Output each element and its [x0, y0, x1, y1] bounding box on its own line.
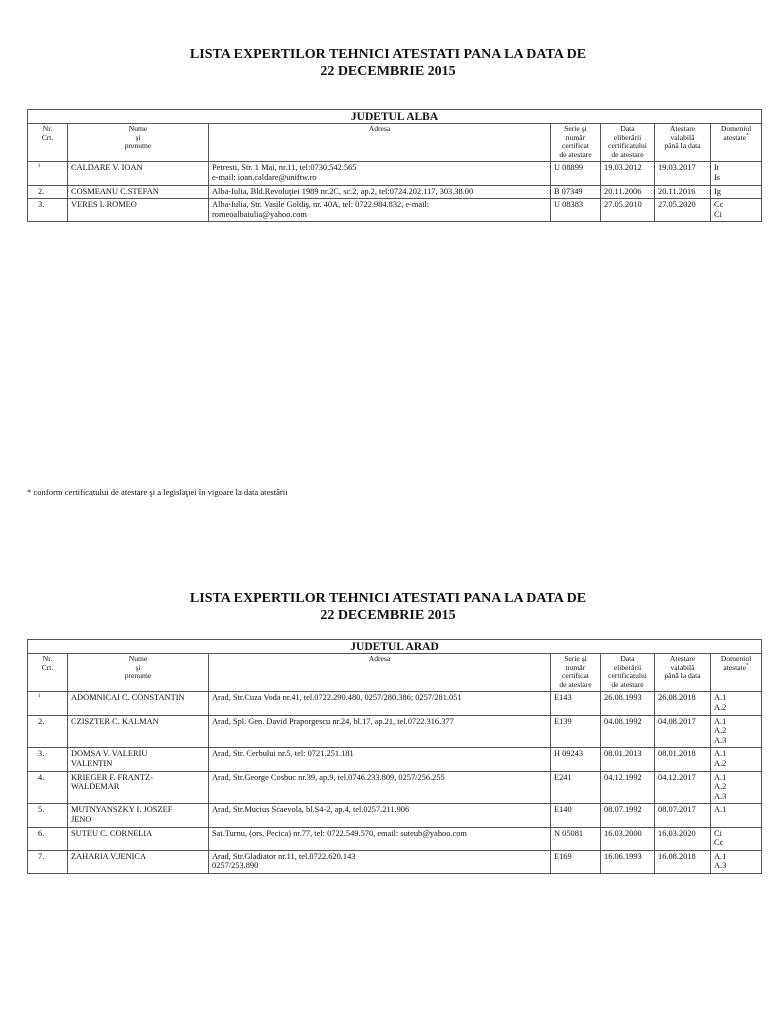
cell-serie: E143: [551, 692, 601, 715]
cell-line: Arad, Str.Mucius Scaevola, bl.S4-2, ap.4, tel.0257.211.906: [212, 805, 410, 815]
cell-line: Cc: [714, 838, 724, 848]
cell-serie: E169: [551, 850, 601, 873]
cell-line: Cc: [714, 200, 724, 210]
row-number: 6.: [28, 827, 68, 850]
cell-line: VALENTIN: [71, 758, 113, 768]
cell-line: Arad, Spl. Gen. David Praporgescu nr.24, bl.17, ap.21, tel.0722.316.377: [212, 716, 454, 726]
cell-valabila: 20.11.2016: [655, 185, 711, 199]
cell-serie: N 05081: [551, 827, 601, 850]
column-header-nume: [68, 654, 209, 692]
row-number: 1: [28, 162, 68, 185]
cell-valabila: 26.08.2018: [655, 692, 711, 715]
cell-line: de atestare: [611, 149, 644, 159]
cell-line: de atestare: [559, 679, 592, 689]
footnote-marker: *: [746, 663, 749, 669]
expert-address: [209, 804, 551, 827]
cell-line: Atestare: [669, 654, 696, 663]
cell-serie: E140: [551, 804, 601, 827]
cell-line: Data: [620, 124, 635, 133]
expert-name: [68, 771, 209, 804]
cell-line: CZISZTER C. KALMAN: [71, 716, 159, 726]
cell-line: e-mail: ioan.caldare@uniftw.ro: [212, 172, 317, 182]
cell-valabila: 04.12.2017: [655, 771, 711, 804]
expert-address: [209, 715, 551, 748]
column-header-nr: [28, 124, 68, 162]
cell-line: şi: [135, 662, 141, 672]
column-header-nr: [28, 654, 68, 692]
cell-valabila: 27.05.2020: [655, 199, 711, 222]
title-line-2: 22 DECEMBRIE 2015: [320, 64, 456, 79]
row-number: 2.: [28, 715, 68, 748]
cell-serie: E139: [551, 715, 601, 748]
cell-line: romeoalbaiulia@yahoo.com: [212, 209, 307, 219]
column-header-valabila: [655, 124, 711, 162]
cell-line: Crt.: [41, 662, 54, 672]
column-header-data: [601, 654, 655, 692]
cell-line: Ig: [714, 186, 721, 196]
table-row: [28, 771, 762, 804]
expert-name: [68, 162, 209, 185]
cell-line: certificatului: [608, 671, 647, 681]
cell-line: 0257/253.890: [212, 861, 259, 871]
cell-line: Sat.Turnu, (ors. Pecica) nr.77, tel: 0722.549.570, email: suteub@yahoo.com: [212, 828, 467, 838]
cell-line: A.3: [714, 861, 727, 871]
cell-line: Domeniul: [720, 654, 752, 663]
expert-name: [68, 692, 209, 715]
cell-valabila: 16.08.2018: [655, 850, 711, 873]
cell-line: Nr.: [42, 124, 53, 133]
row-number: 3.: [28, 748, 68, 771]
county-row: [28, 110, 762, 124]
cell-line: Atestare: [669, 124, 696, 133]
cell-serie: B 07349: [551, 185, 601, 199]
cell-line: Nume: [128, 654, 148, 663]
attested-domains: [711, 771, 762, 804]
table-row: [28, 692, 762, 715]
cell-line: Arad, Str.George Cosbuc nr.39, ap.9, tel.0746.233.809, 0257/256.255: [212, 772, 445, 782]
expert-name: [68, 185, 209, 199]
cell-line: prenume: [124, 141, 152, 151]
cell-line: Petresti, Str. 1 Mai, nr.11, tel:0730.542.565: [212, 163, 357, 173]
cell-serie: H 09243: [551, 748, 601, 771]
expert-address: [209, 771, 551, 804]
attested-domains: [711, 827, 762, 850]
cell-line: până la data: [664, 141, 701, 151]
expert-address: [209, 692, 551, 715]
table-row: [28, 827, 762, 850]
cell-line: Serie şi: [564, 654, 587, 663]
column-header-data: [601, 124, 655, 162]
cell-line: Serie şi: [564, 124, 587, 133]
attested-domains: [711, 185, 762, 199]
cell-data: 19.03.2012: [601, 162, 655, 185]
county-heading: JUDETUL ARAD: [28, 640, 762, 654]
cell-line: şi: [135, 132, 141, 142]
cell-line: certificatului: [608, 141, 647, 151]
cell-line: Nume: [128, 124, 148, 133]
attested-domains: [711, 850, 762, 873]
cell-line: A.2: [714, 726, 727, 736]
table-row: [28, 804, 762, 827]
cell-data: 26.08.1993: [601, 692, 655, 715]
cell-line: MUTNYANSZKY I. JOSZEF: [71, 805, 173, 815]
column-header-valabila: [655, 654, 711, 692]
cell-line: certificat: [562, 671, 589, 681]
cell-line: Arad, Str.Cuza Voda nr.41, tel.0722.290.480, 0257/280.386; 0257/281.051: [212, 693, 462, 703]
title-line-1: LISTA EXPERTILOR TEHNICI ATESTATI PANA LA DATA DE: [189, 47, 587, 62]
row-number: 2.: [28, 185, 68, 199]
column-header-domenii: [711, 654, 762, 692]
cell-line: A.1: [714, 749, 727, 759]
cell-line: atestate*: [723, 662, 749, 672]
cell-data: 20.11.2006: [601, 185, 655, 199]
cell-line: KRIEGER F. FRANTZ-: [71, 772, 153, 782]
cell-data: 16.06.1993: [601, 850, 655, 873]
column-header-adresa: Adresa: [209, 124, 551, 162]
row-number: 7.: [28, 850, 68, 873]
attested-domains: [711, 692, 762, 715]
cell-line: număr: [565, 132, 586, 142]
row-number: 3.: [28, 199, 68, 222]
section-title: [0, 46, 768, 80]
cell-line: A.1: [714, 772, 727, 782]
expert-address: [209, 850, 551, 873]
cell-data: 16.03.2000: [601, 827, 655, 850]
column-header-row: [28, 124, 762, 162]
row-number: 4.: [28, 771, 68, 804]
cell-data: 27.05.2010: [601, 199, 655, 222]
cell-line: A.2: [714, 702, 727, 712]
cell-line: A.1: [714, 716, 727, 726]
cell-line: SUTEU C. CORNELIA: [71, 828, 153, 838]
row-number: 1: [28, 692, 68, 715]
cell-line: WALDEMAR: [71, 782, 120, 792]
cell-line: până la data: [664, 671, 701, 681]
cell-data: 08.01.2013: [601, 748, 655, 771]
title-line-2: 22 DECEMBRIE 2015: [320, 608, 456, 623]
cell-line: ADOMNICAI C. CONSTANTIN: [71, 693, 185, 703]
table-row: [28, 748, 762, 771]
attested-domains: [711, 199, 762, 222]
attested-domains: [711, 804, 762, 827]
cell-line: CALDARE V. IOAN: [71, 163, 143, 173]
table-row: [28, 185, 762, 199]
cell-valabila: 04.08.2017: [655, 715, 711, 748]
column-header-domenii: [711, 124, 762, 162]
cell-valabila: 19.03.2017: [655, 162, 711, 185]
cell-line: DOMSA V. VALERIU: [71, 749, 148, 759]
column-header-row: [28, 654, 762, 692]
cell-line: ZAHARIA V.JENICA: [71, 851, 147, 861]
expert-name: [68, 715, 209, 748]
table-row: [28, 715, 762, 748]
expert-address: [209, 185, 551, 199]
cell-data: 04.08.1992: [601, 715, 655, 748]
cell-line: It: [714, 163, 720, 173]
expert-address: [209, 162, 551, 185]
footnote: * conform certificatului de atestare şi a legislaţiei în vigoare la data atestării: [27, 487, 288, 497]
table-row: [28, 199, 762, 222]
cell-line: valabilă: [670, 132, 695, 142]
cell-serie: U 08899: [551, 162, 601, 185]
cell-data: 04.12.1992: [601, 771, 655, 804]
cell-line: Is: [714, 172, 721, 182]
cell-line: A.2: [714, 758, 727, 768]
cell-line: Arad, Str. Cerbului nr.5, tel: 0721.251.181: [212, 749, 354, 759]
cell-line: VERES I. ROMEO: [71, 200, 137, 210]
cell-line: Arad, Str.Gladiator nr.11, tel.0722.620.143: [212, 851, 356, 861]
row-number: 5.: [28, 804, 68, 827]
cell-line: Ci: [714, 209, 722, 219]
footnote-marker: *: [746, 133, 749, 139]
county-heading: JUDETUL ALBA: [28, 110, 762, 124]
cell-line: Data: [620, 654, 635, 663]
column-header-nume: [68, 124, 209, 162]
expert-name: [68, 804, 209, 827]
column-header-serie: [551, 654, 601, 692]
expert-address: [209, 827, 551, 850]
table-row: [28, 162, 762, 185]
cell-valabila: 16.03.2020: [655, 827, 711, 850]
attested-domains: [711, 748, 762, 771]
cell-line: Alba-Iulia, Bld.Revoluţiei 1989 nr.2C, sc.2, ap.2, tel:0724.202.117, 303.38.00: [212, 186, 474, 196]
expert-address: [209, 199, 551, 222]
cell-line: certificat: [562, 141, 589, 151]
column-header-serie: [551, 124, 601, 162]
table-row: [28, 850, 762, 873]
experts-table-arad: [27, 639, 762, 874]
cell-line: valabilă: [670, 662, 695, 672]
section-title: [0, 590, 768, 624]
cell-line: eliberării: [613, 662, 642, 672]
cell-line: Domeniul: [720, 124, 752, 133]
cell-line: A.1: [714, 805, 727, 815]
cell-line: A.2: [714, 782, 727, 792]
cell-line: Ci: [714, 828, 722, 838]
cell-data: 08.07.1992: [601, 804, 655, 827]
title-line-1: LISTA EXPERTILOR TEHNICI ATESTATI PANA LA DATA DE: [189, 591, 587, 606]
cell-line: JENO: [71, 814, 92, 824]
cell-line: Crt.: [41, 132, 54, 142]
attested-domains: [711, 715, 762, 748]
cell-line: Alba-Iulia, Str. Vasile Goldiş, nr. 40A, tel: 0722.984.832, e-mail:: [212, 200, 430, 210]
cell-valabila: 08.01.2018: [655, 748, 711, 771]
expert-name: [68, 827, 209, 850]
attested-domains: [711, 162, 762, 185]
cell-line: de atestare: [611, 679, 644, 689]
cell-line: eliberării: [613, 132, 642, 142]
column-header-adresa: Adresa: [209, 654, 551, 692]
cell-line: A.3: [714, 791, 727, 801]
cell-line: de atestare: [559, 149, 592, 159]
cell-line: număr: [565, 662, 586, 672]
cell-line: A.1: [714, 693, 727, 703]
cell-serie: E241: [551, 771, 601, 804]
cell-line: Nr.: [42, 654, 53, 663]
cell-line: A.3: [714, 735, 727, 745]
experts-table-alba: [27, 109, 762, 222]
cell-line: A.1: [714, 851, 727, 861]
cell-line: prenume: [124, 671, 152, 681]
expert-name: [68, 850, 209, 873]
cell-line: COSMEANU C.STEFAN: [71, 186, 159, 196]
cell-valabila: 08.07.2017: [655, 804, 711, 827]
expert-address: [209, 748, 551, 771]
expert-name: [68, 748, 209, 771]
county-row: [28, 640, 762, 654]
cell-line: atestate*: [723, 132, 749, 142]
expert-name: [68, 199, 209, 222]
cell-serie: U 08383: [551, 199, 601, 222]
